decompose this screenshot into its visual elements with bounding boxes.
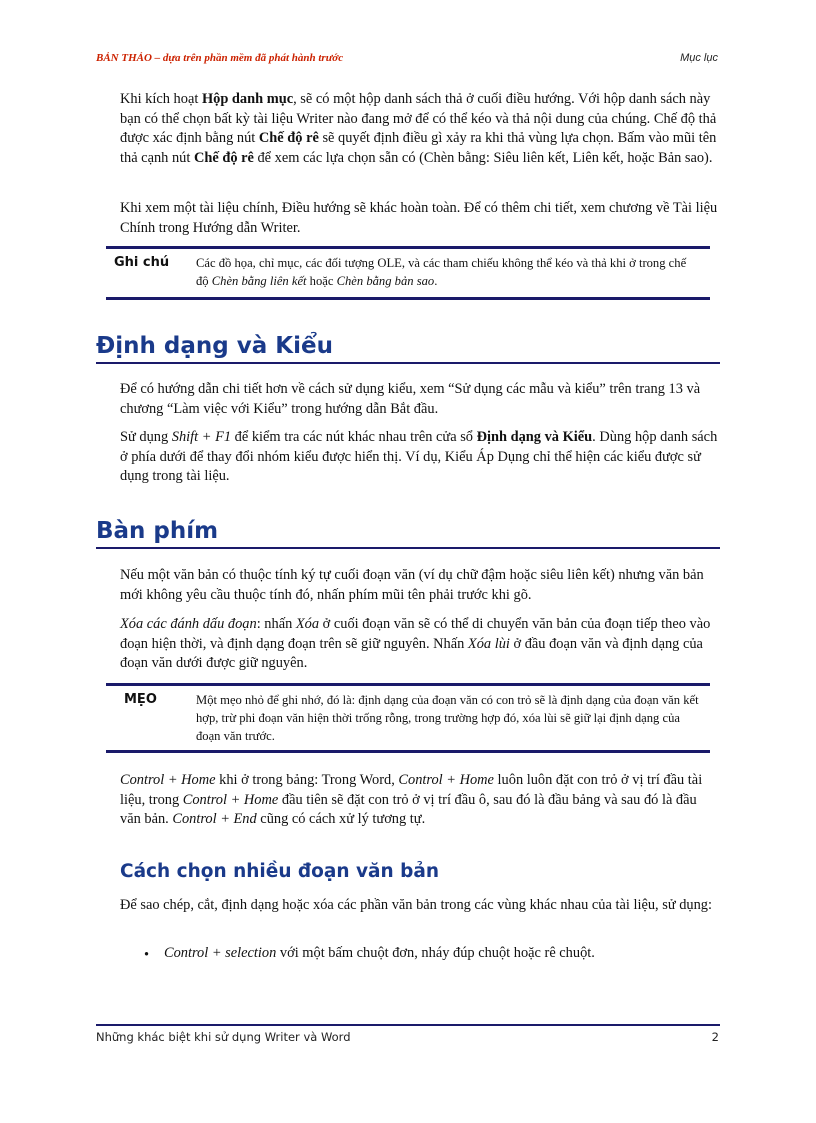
text-run: Xóa các đánh dấu đoạn (120, 616, 257, 632)
text-run: Để sao chép, cắt, định dạng hoặc xóa các phần văn bản trong các vùng khác nhau của tài liệu, sử dụng: (120, 897, 713, 913)
text-run: luôn luôn đặt con trỏ ở vị trí đầu tài liệu, trong (120, 772, 703, 808)
intro-paragraph-2 (120, 199, 720, 238)
text-run: . (434, 274, 438, 288)
heading-keyboard: Bàn phím (96, 517, 720, 549)
text-run: khi ở trong bảng: Trong Word, (215, 772, 399, 788)
text-run: Control + selection (164, 945, 277, 961)
text-run: Control + Home (398, 772, 494, 788)
heading-formatting-styles: Định dạng và Kiểu (96, 332, 720, 364)
note-box (106, 246, 710, 300)
text-run: để xem các lựa chọn sẵn có (Chèn bằng: Siêu liên kết, Liên kết, hoặc Bản sao). (253, 149, 713, 166)
text-run: Xóa lùi (467, 635, 510, 652)
text-run: đầu tiên sẽ đặt con trỏ ở vị trí đầu ô, sau đó là đầu bảng và sau đó là đầu văn bản. (120, 791, 697, 827)
text-run: hoặc (306, 274, 337, 288)
keyboard-paragraph-2 (120, 615, 720, 674)
intro-paragraph-1 (120, 90, 720, 168)
text-run: Hộp danh mục (201, 91, 294, 107)
header-section-title: Mục lục (680, 52, 718, 64)
text-run: Một mẹo nhỏ để ghi nhớ, đó là: định dạng của đoạn văn có con trỏ sẽ là định dạng của đoạn văn kết hợp, trừ phi đoạn văn hiện thời trống rỗng, trong trường hợp đó, xóa lùi sẽ giữ lại định dạng của đoạn văn trước. (196, 693, 699, 743)
footer-divider (96, 1024, 720, 1026)
styles-paragraph-1 (120, 380, 720, 419)
header-draft-note: BẢN THẢO – dựa trên phần mềm đã phát hành trước (96, 52, 344, 64)
text-run: để kiểm tra các nút khác nhau trên cửa sổ (231, 429, 477, 445)
text-run: , sẽ có một hộp danh sách thả ở cuối điều hướng. Với hộp danh sách này bạn có thể chọn bất kỳ tài liệu Writer nào đang mở để có thể kéo và thả nội dung của chúng. Chế độ thả được xác định bằng nút (120, 91, 717, 146)
text-run: : nhấn (256, 616, 296, 632)
note-label: Ghi chú (114, 255, 170, 270)
text-run: cũng có cách xử lý tương tự. (256, 811, 426, 827)
text-run: Control + Home (182, 791, 279, 808)
bullet-marker: • (144, 947, 150, 963)
styles-paragraph-2 (120, 428, 720, 487)
footer-title: Những khác biệt khi sử dụng Writer và Word (96, 1030, 351, 1044)
text-run: với một bấm chuột đơn, nháy đúp chuột hoặc rê chuột. (276, 945, 595, 961)
text-run: Chế độ rê (258, 130, 319, 146)
text-run: Xóa (295, 616, 320, 632)
tip-label: MẸO (124, 692, 157, 707)
text-run: ở đầu đoạn văn và định dạng của đoạn văn dưới được giữ nguyên. (120, 635, 703, 671)
keyboard-paragraph-1 (120, 566, 720, 605)
text-run: Khi xem một tài liệu chính, Điều hướng sẽ khác hoàn toàn. Để có thêm chi tiết, xem chương về Tài liệu Chính trong Hướng dẫn Writer. (120, 200, 718, 236)
text-run: ở cuối đoạn văn sẽ có thể di chuyển văn bản của đoạn tiếp theo vào đoạn hiện thời, và định dạng đoạn trên sẽ giữ nguyên. Nhấn (120, 616, 711, 652)
text-run: Định dạng và Kiểu (476, 429, 593, 445)
tip-text (196, 691, 700, 745)
text-run: Control + Home (120, 772, 216, 788)
text-run: Shift + F1 (171, 429, 232, 445)
tip-box (106, 683, 710, 753)
text-run: Chế độ rê (193, 149, 254, 166)
bullet-item-1 (164, 944, 724, 964)
select-paragraph-1 (120, 896, 720, 916)
page-number: 2 (711, 1030, 719, 1044)
heading-select-multiple: Cách chọn nhiều đoạn văn bản (120, 861, 440, 882)
keyboard-paragraph-3 (120, 771, 720, 830)
text-run: Để có hướng dẫn chi tiết hơn về cách sử dụng kiểu, xem “Sử dụng các mẫu và kiểu” trên trang 13 và chương “Làm việc với Kiểu” trong hướng dẫn Bắt đầu. (120, 381, 701, 417)
note-text (196, 254, 700, 290)
text-run: Chèn bằng bản sao (336, 274, 435, 288)
text-run: Control + End (172, 811, 257, 827)
text-run: Chèn bằng liên kết (211, 274, 307, 288)
text-run: Các đồ họa, chỉ mục, các đối tượng OLE, và các tham chiếu không thể kéo và thả khi ở trong chế độ (196, 256, 687, 288)
text-run: Sử dụng (120, 429, 172, 445)
text-run: Nếu một văn bản có thuộc tính ký tự cuối đoạn văn (ví dụ chữ đậm hoặc siêu liên kết) nhưng văn bản mới không yêu cầu thuộc tính đó, nhấn phím mũi tên phải trước khi gõ. (120, 567, 704, 603)
text-run: . Dùng hộp danh sách ở phía dưới để thay đổi nhóm kiểu được hiển thị. Ví dụ, Kiểu Áp Dụng chỉ thể hiện các kiểu được sử dụng trong tài liệu. (120, 429, 718, 484)
text-run: sẽ quyết định điều gì xảy ra khi thả vùng lựa chọn. Bấm vào mũi tên thả cạnh nút (120, 130, 717, 166)
text-run: Khi kích hoạt (120, 91, 202, 107)
